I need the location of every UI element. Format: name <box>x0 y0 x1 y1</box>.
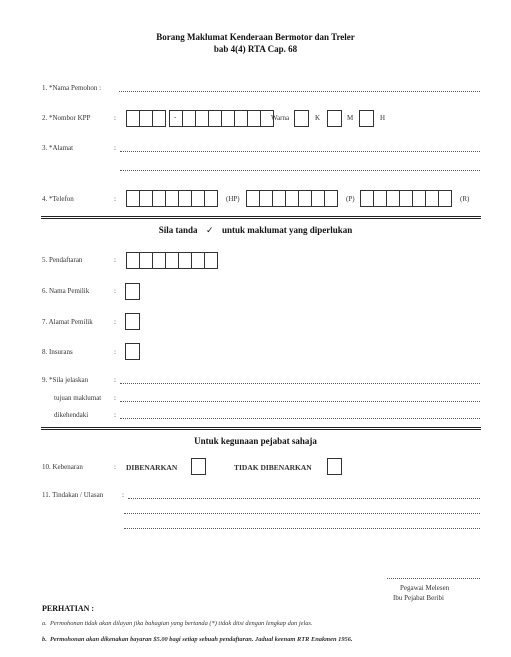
p-box[interactable] <box>259 190 273 207</box>
dibenarkan-label: DIBENARKAN <box>126 463 178 472</box>
pendaftaran-box[interactable] <box>178 252 192 269</box>
p-box[interactable] <box>272 190 286 207</box>
form-subtitle: bab 4(4) RTA Cap. 68 <box>213 44 298 54</box>
kpp-box[interactable] <box>208 110 222 127</box>
tujuan-colon: : <box>114 394 116 402</box>
hp-box[interactable] <box>204 190 218 207</box>
signature-office: Ibu Pejabat Beribi <box>393 594 444 602</box>
r-box[interactable] <box>360 190 374 207</box>
nombor-kpp-field[interactable] <box>126 110 273 127</box>
telefon-p-field[interactable] <box>246 190 337 207</box>
r-box[interactable] <box>399 190 413 207</box>
tindakan-field-line3[interactable] <box>124 528 480 529</box>
p-box[interactable] <box>298 190 312 207</box>
p-box[interactable] <box>324 190 338 207</box>
hp-box[interactable] <box>126 190 140 207</box>
alamat-field-line1[interactable] <box>120 151 480 152</box>
r-label: (R) <box>460 195 470 203</box>
alamat-pemilik-checkbox[interactable] <box>125 313 140 330</box>
kebenaran-label: 10. Kebenaran <box>42 463 83 471</box>
alamat-label: 3. *Alamat <box>42 144 74 152</box>
hp-box[interactable] <box>191 190 205 207</box>
pendaftaran-box[interactable] <box>204 252 218 269</box>
tindakan-colon: : <box>122 491 124 499</box>
alamat-pemilik-colon: : <box>114 318 116 326</box>
dikehendaki-colon: : <box>114 411 116 419</box>
tujuan-label: tujuan maklumat <box>54 394 102 402</box>
p-box[interactable] <box>285 190 299 207</box>
pendaftaran-box[interactable] <box>152 252 166 269</box>
kebenaran-colon: : <box>114 463 116 471</box>
note-b-text: Permohonan akan dikenakan bayaran $5.00 bagi setiap sebuah pendaftaran. Jadual keenam RTR Enakmen 1956. <box>50 636 353 643</box>
note-b <box>42 636 353 643</box>
sila-jelaskan-colon: : <box>114 376 116 384</box>
nama-pemohon-label: 1. *Nama Pemohon : <box>42 84 102 92</box>
untuk-maklumat-text: untuk maklumat yang diperlukan <box>221 225 353 235</box>
alamat-field-line2[interactable] <box>120 170 480 171</box>
pendaftaran-field[interactable] <box>126 252 217 269</box>
kpp-box[interactable] <box>195 110 209 127</box>
warna-h-label: H <box>380 114 386 122</box>
p-box[interactable] <box>246 190 260 207</box>
telefon-r-field[interactable] <box>360 190 451 207</box>
pendaftaran-label: 5. Pendaftaran <box>42 256 83 264</box>
warna-label: Warna <box>271 114 290 122</box>
insurans-label: 8. Insurans <box>42 348 73 356</box>
nama-pemilik-colon: : <box>114 287 116 295</box>
note-a <box>42 620 313 627</box>
r-box[interactable] <box>412 190 426 207</box>
hp-box[interactable] <box>152 190 166 207</box>
pendaftaran-box[interactable] <box>139 252 153 269</box>
pendaftaran-box[interactable] <box>165 252 179 269</box>
tujuan-field-line3[interactable] <box>120 418 480 419</box>
warna-k-label: K <box>315 114 321 122</box>
p-label: (P) <box>346 195 355 203</box>
pendaftaran-box[interactable] <box>191 252 205 269</box>
tujuan-field-line2[interactable] <box>120 401 480 402</box>
kpp-box[interactable] <box>152 110 166 127</box>
section-sila-tanda-heading <box>0 225 511 236</box>
telefon-label: 4. *Telefon <box>42 195 74 203</box>
sila-tanda-text: Sila tanda <box>158 225 198 235</box>
kpp-box[interactable] <box>139 110 153 127</box>
note-a-text: Permohonan tidak akan dilayan jika bahagian yang bertanda (*) tidak diisi dengan lengkap dan jelas. <box>50 620 313 627</box>
hp-box[interactable] <box>165 190 179 207</box>
r-box[interactable] <box>425 190 439 207</box>
insurans-colon: : <box>114 348 116 356</box>
signature-line[interactable] <box>387 578 480 579</box>
r-box[interactable] <box>373 190 387 207</box>
nama-pemilik-checkbox[interactable] <box>125 283 140 300</box>
nama-pemohon-field[interactable] <box>119 91 480 92</box>
section-divider <box>41 427 481 430</box>
pendaftaran-box[interactable] <box>126 252 140 269</box>
pendaftaran-colon: : <box>114 256 116 264</box>
p-box[interactable] <box>311 190 325 207</box>
dibenarkan-checkbox[interactable] <box>191 458 206 475</box>
sila-jelaskan-label: 9. *Sila jelaskan <box>42 376 89 384</box>
hp-box[interactable] <box>139 190 153 207</box>
nombor-kpp-label: 2. *Nombor KPP <box>42 114 91 122</box>
tidak-dibenarkan-checkbox[interactable] <box>327 458 342 475</box>
kpp-box[interactable] <box>126 110 140 127</box>
tidak-dibenarkan-label: TIDAK DIBENARKAN <box>234 463 312 472</box>
tindakan-field-line2[interactable] <box>124 513 480 514</box>
nama-pemilik-label: 6. Nama Pemilik <box>42 287 90 295</box>
telefon-hp-field[interactable] <box>126 190 217 207</box>
warna-k-checkbox[interactable] <box>294 110 309 127</box>
tindakan-label: 11. Tindakan / Ulasan <box>42 491 104 499</box>
checkmark-icon: ✓ <box>205 225 214 235</box>
alamat-pemilik-label: 7. Alamat Pemilik <box>42 318 93 326</box>
r-box[interactable] <box>438 190 452 207</box>
form-title: Borang Maklumat Kenderaan Bermotor dan Treler <box>156 32 355 42</box>
kpp-box[interactable] <box>234 110 248 127</box>
alamat-colon: : <box>114 144 116 152</box>
note-b-prefix: b. <box>42 636 47 643</box>
dikehendaki-label: dikehendaki <box>54 411 89 419</box>
warna-h-checkbox[interactable] <box>359 110 374 127</box>
kpp-box[interactable] <box>221 110 235 127</box>
kpp-dash: - <box>174 113 177 121</box>
note-a-prefix: a. <box>42 620 47 627</box>
r-box[interactable] <box>386 190 400 207</box>
tindakan-field-line1[interactable] <box>128 498 480 499</box>
tujuan-field-line1[interactable] <box>120 383 480 384</box>
nombor-kpp-colon: : <box>114 114 116 122</box>
kpp-dash-box <box>169 110 183 127</box>
section-divider <box>41 216 481 219</box>
kpp-box[interactable] <box>247 110 261 127</box>
hp-box[interactable] <box>178 190 192 207</box>
warna-m-label: M <box>347 114 354 122</box>
kpp-box[interactable] <box>182 110 196 127</box>
hp-label: (HP) <box>226 195 240 203</box>
telefon-colon: : <box>114 195 116 203</box>
perhatian-heading: PERHATIAN : <box>42 604 95 613</box>
insurans-checkbox[interactable] <box>125 343 140 360</box>
signature-title: Pegawai Melesen <box>400 584 450 592</box>
warna-m-checkbox[interactable] <box>327 110 342 127</box>
pejabat-heading: Untuk kegunaan pejabat sahaja <box>194 436 317 446</box>
